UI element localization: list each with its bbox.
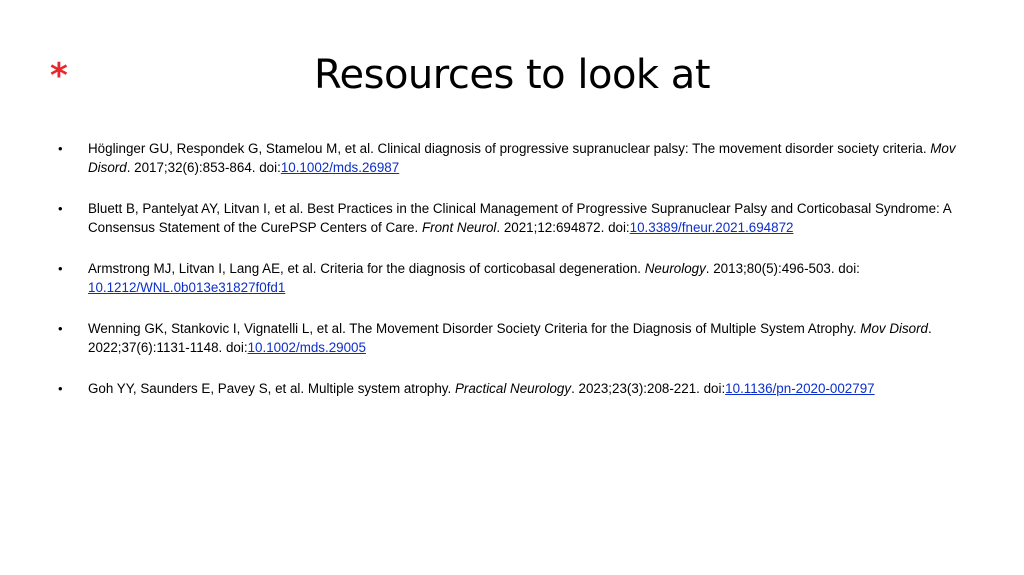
reference-citation: . 2023;23(3):208-221. doi: — [571, 381, 726, 396]
reference-citation: . 2021;12:694872. doi: — [496, 220, 630, 235]
reference-journal: Neurology — [644, 261, 706, 276]
reference-journal: Mov Disord — [88, 141, 956, 175]
reference-journal: Practical Neurology — [454, 381, 572, 396]
reference-journal: Front Neurol — [421, 220, 497, 235]
doi-link[interactable]: 10.1136/pn-2020-002797 — [725, 381, 875, 396]
reference-item — [88, 259, 968, 297]
reference-text: Goh YY, Saunders E, Pavey S, et al. Multiple system atrophy. — [88, 381, 455, 396]
reference-item — [88, 199, 968, 237]
reference-citation: . 2022;37(6):1131-1148. doi: — [88, 321, 932, 355]
doi-link[interactable]: 10.1002/mds.29005 — [247, 340, 366, 355]
reference-item — [88, 139, 968, 177]
reference-item — [88, 379, 968, 398]
asterisk-icon: * — [50, 56, 68, 96]
slide-title: Resources to look at — [314, 52, 710, 98]
reference-journal: Mov Disord — [860, 321, 929, 336]
reference-item — [88, 319, 968, 357]
reference-text: Wenning GK, Stankovic I, Vignatelli L, et al. The Movement Disorder Society Criteria for the Diagnosis of Multiple System Atrophy. — [88, 321, 861, 336]
reference-citation: . 2017;32(6):853-864. doi: — [126, 160, 281, 175]
doi-link[interactable]: 10.1002/mds.26987 — [280, 160, 400, 175]
reference-text: Bluett B, Pantelyat AY, Litvan I, et al. Best Practices in the Clinical Management of Progressive Supranuclear Palsy and Corticobasal Syndrome: A Consensus Statement of the CurePSP Centers of Care. — [88, 201, 951, 235]
reference-citation: . 2013;80(5):496-503. doi: — [705, 261, 860, 276]
doi-link[interactable]: 10.1212/WNL.0b013e31827f0fd1 — [88, 280, 286, 295]
doi-link[interactable]: 10.3389/fneur.2021.694872 — [629, 220, 794, 235]
reference-text: Höglinger GU, Respondek G, Stamelou M, et al. Clinical diagnosis of progressive supranuclear palsy: The movement disorder society criteria. — [88, 141, 931, 156]
reference-text: Armstrong MJ, Litvan I, Lang AE, et al. Criteria for the diagnosis of corticobasal degeneration. — [88, 261, 645, 276]
